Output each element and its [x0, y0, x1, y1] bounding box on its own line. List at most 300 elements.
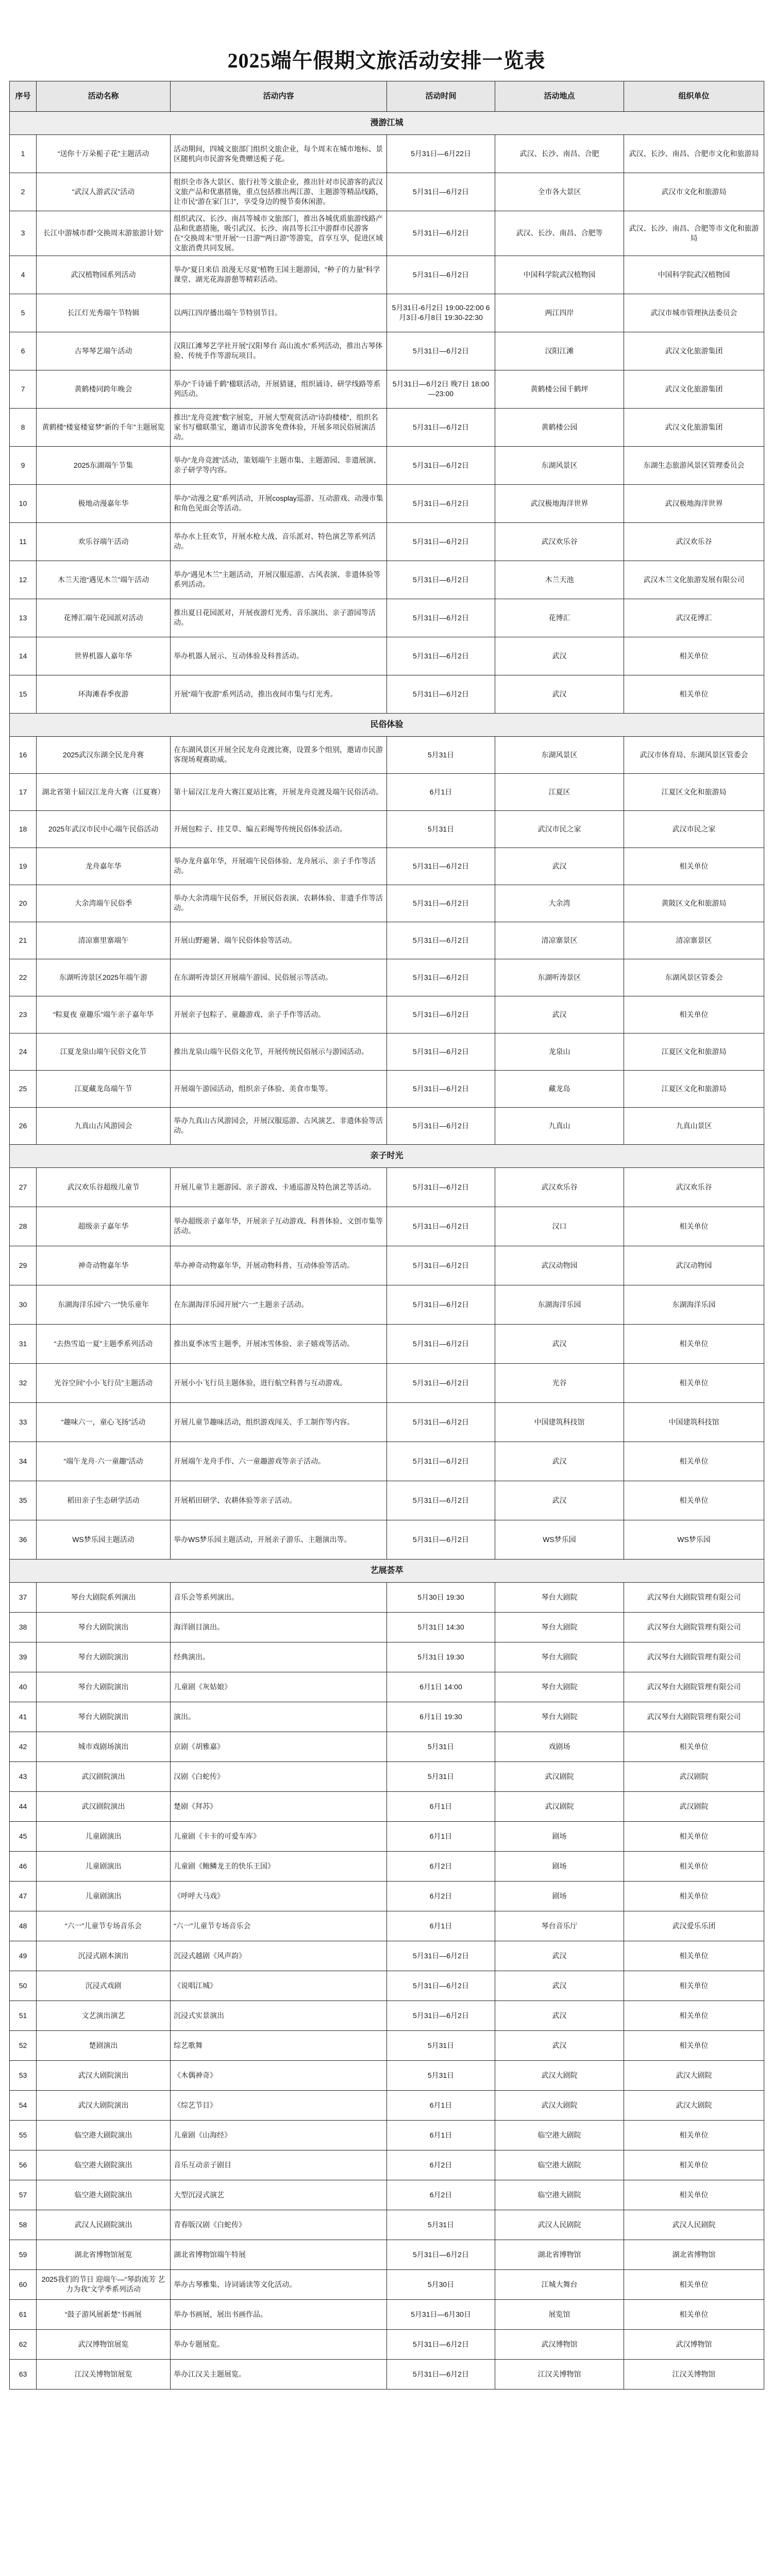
cell-content: 举办大余湾端午民俗季，开展民俗表演、农耕体验、非遗手作等活动。 — [171, 885, 387, 922]
cell-org: 相关单位 — [624, 637, 764, 675]
cell-name: 武汉植物园系列活动 — [37, 256, 171, 294]
cell-no: 27 — [10, 1167, 37, 1207]
cell-org: 九真山景区 — [624, 1107, 764, 1144]
cell-time: 5月31日 — [387, 736, 495, 773]
cell-place: 武汉 — [495, 1442, 624, 1481]
cell-place: 湖北省博物馆 — [495, 2240, 624, 2269]
cell-org: 相关单位 — [624, 848, 764, 885]
cell-content: 开展包粽子、挂艾草、编五彩绳等传统民俗体验活动。 — [171, 810, 387, 848]
cell-org: 相关单位 — [624, 1324, 764, 1363]
cell-name: “趣味六一，童心飞扬”活动 — [37, 1402, 171, 1442]
cell-place: 琴台大剧院 — [495, 1642, 624, 1672]
table-row — [10, 2030, 764, 2060]
cell-no: 51 — [10, 2001, 37, 2030]
cell-time: 5月31日 — [387, 2210, 495, 2240]
cell-content: 以两江四岸播出端午节特别节目。 — [171, 294, 387, 332]
cell-place: 江夏区 — [495, 773, 624, 810]
table-row — [10, 599, 764, 637]
cell-no: 38 — [10, 1612, 37, 1642]
cell-no: 4 — [10, 256, 37, 294]
cell-name: 长江灯光秀端午节特辑 — [37, 294, 171, 332]
cell-org: 武汉、长沙、南昌、合肥等市文化和旅游局 — [624, 211, 764, 256]
cell-place: 琴台大剧院 — [495, 1672, 624, 1702]
cell-no: 63 — [10, 2359, 37, 2389]
cell-place: 琴台大剧院 — [495, 1582, 624, 1612]
table-row — [10, 2150, 764, 2180]
table-row — [10, 1821, 764, 1851]
cell-name: 琴台大剧院演出 — [37, 1612, 171, 1642]
cell-place: 武汉博物馆 — [495, 2329, 624, 2359]
cell-place: 武汉剧院 — [495, 1791, 624, 1821]
cell-no: 3 — [10, 211, 37, 256]
cell-content: 举办“龙舟竞渡”活动，策划端午主题市集、主题游园、非遗展演、亲子研学等内容。 — [171, 446, 387, 484]
cell-name: 世界机器人嘉年华 — [37, 637, 171, 675]
table-body — [10, 112, 764, 2389]
cell-no: 42 — [10, 1732, 37, 1761]
cell-no: 58 — [10, 2210, 37, 2240]
cell-content: 举办水上狂欢节，开展水枪大战、音乐派对、特色演艺等系列活动。 — [171, 522, 387, 561]
table-header-row — [10, 81, 764, 112]
cell-content: 举办古琴雅集、诗词诵读等文化活动。 — [171, 2269, 387, 2299]
cell-no: 37 — [10, 1582, 37, 1612]
cell-place: 剧场 — [495, 1851, 624, 1881]
cell-org: 相关单位 — [624, 1363, 764, 1402]
section-row — [10, 112, 764, 135]
cell-org: 相关单位 — [624, 2150, 764, 2180]
cell-content: 开展端午游园活动，组织亲子体验、美食市集等。 — [171, 1070, 387, 1107]
cell-time: 5月31日—6月2日 — [387, 1167, 495, 1207]
cell-time: 5月31日—6月2日 — [387, 1520, 495, 1559]
cell-time: 5月31日 — [387, 2030, 495, 2060]
cell-time: 5月31日 — [387, 1761, 495, 1791]
cell-name: 2025年武汉市民中心端午民俗活动 — [37, 810, 171, 848]
cell-place: 全市各大景区 — [495, 173, 624, 211]
cell-time: 5月31日—6月2日 — [387, 1285, 495, 1324]
cell-org: 武汉博物馆 — [624, 2329, 764, 2359]
cell-org: 湖北省博物馆 — [624, 2240, 764, 2269]
cell-no: 34 — [10, 1442, 37, 1481]
cell-org: 武汉剧院 — [624, 1791, 764, 1821]
cell-place: 九真山 — [495, 1107, 624, 1144]
cell-content: 演出。 — [171, 1702, 387, 1732]
cell-name: “六一”儿童节专场音乐会 — [37, 1911, 171, 1941]
table-row — [10, 256, 764, 294]
cell-org: 武汉人民剧院 — [624, 2210, 764, 2240]
cell-place: 中国建筑科技馆 — [495, 1402, 624, 1442]
cell-place: 武汉 — [495, 1324, 624, 1363]
cell-content: 举办“遇见木兰”主题活动，开展汉服巡游、古风表演、非遗体验等系列活动。 — [171, 561, 387, 599]
cell-place: 武汉欢乐谷 — [495, 1167, 624, 1207]
cell-time: 5月31日—6月2日 — [387, 996, 495, 1033]
cell-name: 武汉欢乐谷超级儿童节 — [37, 1167, 171, 1207]
cell-time: 5月31日—6月2日 — [387, 599, 495, 637]
cell-name: 黄鹤楼同跨年晚会 — [37, 370, 171, 408]
table-row — [10, 1167, 764, 1207]
cell-name: 江夏龙泉山端午民俗文化节 — [37, 1033, 171, 1070]
cell-time: 5月30日 19:30 — [387, 1582, 495, 1612]
cell-time: 6月2日 — [387, 1881, 495, 1911]
cell-place: 汉口 — [495, 1207, 624, 1246]
cell-content: 举办机器人展示、互动体验及科普活动。 — [171, 637, 387, 675]
cell-name: 湖北省第十届汉江龙舟大赛（江夏赛） — [37, 773, 171, 810]
cell-no: 40 — [10, 1672, 37, 1702]
cell-org: 武汉文化旅游集团 — [624, 408, 764, 446]
cell-org: 武汉市城市管理执法委员会 — [624, 294, 764, 332]
header-time: 活动时间 — [387, 81, 495, 112]
table-row — [10, 446, 764, 484]
table-row — [10, 2269, 764, 2299]
cell-time: 5月31日—6月2日 — [387, 848, 495, 885]
cell-org: 相关单位 — [624, 2299, 764, 2329]
cell-place: 武汉 — [495, 2030, 624, 2060]
cell-time: 5月31日 14:30 — [387, 1612, 495, 1642]
cell-org: 相关单位 — [624, 2030, 764, 2060]
cell-no: 39 — [10, 1642, 37, 1672]
cell-org: 武汉剧院 — [624, 1761, 764, 1791]
table-row — [10, 2001, 764, 2030]
cell-no: 19 — [10, 848, 37, 885]
cell-name: 沉浸式戏剧 — [37, 1971, 171, 2001]
cell-org: 武汉木兰文化旅游发展有限公司 — [624, 561, 764, 599]
table-row — [10, 211, 764, 256]
table-row — [10, 1324, 764, 1363]
cell-name: 江夏藏龙岛端午节 — [37, 1070, 171, 1107]
table-row — [10, 773, 764, 810]
cell-time: 5月31日—6月2日 — [387, 1941, 495, 1971]
cell-name: 江汉关博物馆展览 — [37, 2359, 171, 2389]
cell-no: 13 — [10, 599, 37, 637]
cell-time: 5月31日—6月2日 — [387, 522, 495, 561]
cell-time: 5月31日—6月2日 — [387, 637, 495, 675]
cell-content: 大型沉浸式演艺 — [171, 2180, 387, 2210]
cell-org: 武汉极地海洋世界 — [624, 484, 764, 522]
cell-no: 54 — [10, 2090, 37, 2120]
cell-no: 10 — [10, 484, 37, 522]
cell-place: 琴台音乐厅 — [495, 1911, 624, 1941]
cell-org: 武汉爱乐乐团 — [624, 1911, 764, 1941]
cell-content: 第十届汉江龙舟大赛江夏站比赛，开展龙舟竞渡及端午民俗活动。 — [171, 773, 387, 810]
cell-time: 5月31日—6月2日 — [387, 561, 495, 599]
cell-content: 京剧《胡雅嘉》 — [171, 1732, 387, 1761]
cell-org: 相关单位 — [624, 1851, 764, 1881]
cell-org: 武汉文化旅游集团 — [624, 370, 764, 408]
cell-name: “端午龙舟·六一童趣”活动 — [37, 1442, 171, 1481]
cell-time: 5月31日—6月2日 — [387, 484, 495, 522]
cell-time: 5月31日 19:30 — [387, 1642, 495, 1672]
cell-name: 欢乐谷端午活动 — [37, 522, 171, 561]
cell-org: WS梦乐园 — [624, 1520, 764, 1559]
cell-place: 清凉寨景区 — [495, 922, 624, 959]
cell-content: 《说唱江城》 — [171, 1971, 387, 2001]
cell-content: 举办专题展览。 — [171, 2329, 387, 2359]
cell-no: 25 — [10, 1070, 37, 1107]
cell-content: 儿童剧《灰姑娘》 — [171, 1672, 387, 1702]
cell-name: “粽夏夜 童趣乐”端午亲子嘉年华 — [37, 996, 171, 1033]
cell-content: 音乐互动亲子剧目 — [171, 2150, 387, 2180]
table-row — [10, 885, 764, 922]
cell-content: 开展儿童节主题游园、亲子游戏、卡通巡游及特色演艺等活动。 — [171, 1167, 387, 1207]
cell-name: 儿童剧演出 — [37, 1881, 171, 1911]
cell-org: 江汉关博物馆 — [624, 2359, 764, 2389]
cell-name: 琴台大剧院系列演出 — [37, 1582, 171, 1612]
cell-no: 1 — [10, 135, 37, 173]
cell-name: 2025我们的节日 迎端午—“琴韵流芳 艺力为我”文学季系列活动 — [37, 2269, 171, 2299]
cell-no: 7 — [10, 370, 37, 408]
cell-org: 东湖风景区管委会 — [624, 959, 764, 996]
table-row — [10, 522, 764, 561]
cell-time: 6月1日 — [387, 1911, 495, 1941]
cell-name: 神奇动物嘉年华 — [37, 1246, 171, 1285]
cell-org: 武汉琴台大剧院管理有限公司 — [624, 1582, 764, 1612]
cell-time: 5月31日 — [387, 2060, 495, 2090]
section-title: 民俗体验 — [10, 713, 764, 736]
cell-content: 举办神奇动物嘉年华，开展动物科普、互动体验等活动。 — [171, 1246, 387, 1285]
cell-no: 14 — [10, 637, 37, 675]
table-row — [10, 1702, 764, 1732]
cell-name: 儿童剧演出 — [37, 1821, 171, 1851]
cell-time: 5月31日 — [387, 810, 495, 848]
table-row — [10, 408, 764, 446]
cell-no: 46 — [10, 1851, 37, 1881]
table-row — [10, 922, 764, 959]
cell-content: 举办“动漫之夏”系列活动，开展cosplay巡游、互动游戏、动漫市集和角色见面会等活动。 — [171, 484, 387, 522]
cell-no: 31 — [10, 1324, 37, 1363]
table-row — [10, 135, 764, 173]
cell-time: 5月31日—6月2日 — [387, 2001, 495, 2030]
cell-time: 5月31日—6月2日 — [387, 1442, 495, 1481]
cell-name: 儿童剧演出 — [37, 1851, 171, 1881]
cell-org: 相关单位 — [624, 2269, 764, 2299]
cell-place: 剧场 — [495, 1881, 624, 1911]
cell-org: 武汉市文化和旅游局 — [624, 173, 764, 211]
cell-name: 大余湾端午民俗季 — [37, 885, 171, 922]
cell-content: 推出“龙舟竞渡”数字展览，开展大型观赏活动“诗韵楼楼”，组织名家书写楹联墨宝，邀请市民游客免费体验，开展多项民俗展演活动。 — [171, 408, 387, 446]
cell-place: 临空港大剧院 — [495, 2120, 624, 2150]
cell-content: 举办江汉关主题展览。 — [171, 2359, 387, 2389]
cell-content: 青春版汉剧《白蛇传》 — [171, 2210, 387, 2240]
cell-no: 44 — [10, 1791, 37, 1821]
cell-time: 5月31日—6月2日 — [387, 1481, 495, 1520]
cell-name: 临空港大剧院演出 — [37, 2180, 171, 2210]
cell-place: 武汉 — [495, 1481, 624, 1520]
cell-place: 两江四岸 — [495, 294, 624, 332]
cell-name: 黄鹤楼“楼宴楼宴梦”新的千年”主题展览 — [37, 408, 171, 446]
header-place: 活动地点 — [495, 81, 624, 112]
cell-org: 武汉动物园 — [624, 1246, 764, 1285]
cell-name: 清凉寨里寨端午 — [37, 922, 171, 959]
table-row — [10, 1971, 764, 2001]
cell-content: 开展亲子包粽子、童趣游戏、亲子手作等活动。 — [171, 996, 387, 1033]
cell-content: 在东湖风景区开展全民龙舟竞渡比赛，设置多个组别，邀请市民游客现场观赛助威。 — [171, 736, 387, 773]
cell-no: 22 — [10, 959, 37, 996]
cell-content: 活动期间，四城文旅部门组织文旅企业，每个周末在城市地标、景区随机向市民游客免费赠送栀子花。 — [171, 135, 387, 173]
cell-no: 6 — [10, 332, 37, 370]
table-row — [10, 848, 764, 885]
cell-no: 18 — [10, 810, 37, 848]
table-row — [10, 2329, 764, 2359]
cell-place: 武汉 — [495, 848, 624, 885]
cell-content: 开展稻田研学、农耕体验等亲子活动。 — [171, 1481, 387, 1520]
cell-content: 湖北省博物馆端午特展 — [171, 2240, 387, 2269]
cell-place: 藏龙岛 — [495, 1070, 624, 1107]
cell-place: 武汉、长沙、南昌、合肥 — [495, 135, 624, 173]
table-row — [10, 1207, 764, 1246]
table-row — [10, 1612, 764, 1642]
cell-name: 湖北省博物馆展览 — [37, 2240, 171, 2269]
cell-org: 武汉琴台大剧院管理有限公司 — [624, 1672, 764, 1702]
cell-org: 武汉大剧院 — [624, 2090, 764, 2120]
table-row — [10, 1070, 764, 1107]
header-no: 序号 — [10, 81, 37, 112]
table-row — [10, 332, 764, 370]
cell-org: 相关单位 — [624, 996, 764, 1033]
cell-no: 23 — [10, 996, 37, 1033]
cell-name: 武汉大剧院演出 — [37, 2090, 171, 2120]
cell-time: 5月31日—6月2日 — [387, 1324, 495, 1363]
table-row — [10, 637, 764, 675]
cell-place: 黄鹤楼公园千鹤坪 — [495, 370, 624, 408]
table-row — [10, 1520, 764, 1559]
cell-content: 组织全市各大景区、旅行社等文旅企业，推出针对市民游客的武汉文旅产品和优惠措施，重点包括推出两江游、主题游等精品线路，让市民“游在家门口”，享受身边的慢节奏休闲游。 — [171, 173, 387, 211]
cell-org: 相关单位 — [624, 1941, 764, 1971]
cell-name: 花博汇端午花园派对活动 — [37, 599, 171, 637]
cell-time: 5月31日—6月2日 — [387, 1971, 495, 2001]
cell-time: 6月2日 — [387, 1851, 495, 1881]
cell-place: 光谷 — [495, 1363, 624, 1402]
cell-content: “六一”儿童节专场音乐会 — [171, 1911, 387, 1941]
cell-content: 楚剧《拜苏》 — [171, 1791, 387, 1821]
table-row — [10, 1732, 764, 1761]
cell-time: 6月1日 — [387, 1821, 495, 1851]
cell-no: 45 — [10, 1821, 37, 1851]
cell-name: “鼓子游风展新楚”书画展 — [37, 2299, 171, 2329]
cell-name: 武汉剧院演出 — [37, 1761, 171, 1791]
table-row — [10, 959, 764, 996]
table-row — [10, 2359, 764, 2389]
cell-no: 56 — [10, 2150, 37, 2180]
table-row — [10, 2299, 764, 2329]
cell-place: 江城大舞台 — [495, 2269, 624, 2299]
cell-org: 相关单位 — [624, 2120, 764, 2150]
cell-content: 沉浸式越剧《风声韵》 — [171, 1941, 387, 1971]
cell-name: “去热雪追一夏”主题季系列活动 — [37, 1324, 171, 1363]
cell-content: 举办“千诗诵千鹤”楹联活动，开展猜谜，组织诵诗、研学线路等系列活动。 — [171, 370, 387, 408]
cell-content: 沉浸式实景演出 — [171, 2001, 387, 2030]
cell-no: 24 — [10, 1033, 37, 1070]
cell-org: 相关单位 — [624, 675, 764, 713]
cell-time: 6月1日 14:00 — [387, 1672, 495, 1702]
cell-no: 50 — [10, 1971, 37, 2001]
cell-no: 29 — [10, 1246, 37, 1285]
table-row — [10, 1881, 764, 1911]
cell-org: 清凉寨景区 — [624, 922, 764, 959]
cell-content: 开展“端午夜游”系列活动，推出夜间市集与灯光秀。 — [171, 675, 387, 713]
cell-time: 6月1日 — [387, 2090, 495, 2120]
cell-no: 8 — [10, 408, 37, 446]
table-row — [10, 2120, 764, 2150]
table-row — [10, 173, 764, 211]
table-row — [10, 1761, 764, 1791]
cell-place: 武汉市民之家 — [495, 810, 624, 848]
cell-org: 武汉欢乐谷 — [624, 1167, 764, 1207]
cell-org: 江夏区文化和旅游局 — [624, 773, 764, 810]
cell-content: 举办书画展，展出书画作品。 — [171, 2299, 387, 2329]
cell-place: 武汉欢乐谷 — [495, 522, 624, 561]
cell-content: 汉剧《白蛇传》 — [171, 1761, 387, 1791]
table-row — [10, 1107, 764, 1144]
cell-place: 琴台大剧院 — [495, 1612, 624, 1642]
cell-content: 开展儿童节趣味活动，组织游戏闯关、手工制作等内容。 — [171, 1402, 387, 1442]
cell-org: 武汉文化旅游集团 — [624, 332, 764, 370]
cell-name: 九真山古风游园会 — [37, 1107, 171, 1144]
cell-time: 5月31日—6月2日 — [387, 959, 495, 996]
cell-content: 海洋剧目演出。 — [171, 1612, 387, 1642]
cell-no: 30 — [10, 1285, 37, 1324]
header-content: 活动内容 — [171, 81, 387, 112]
section-title: 艺展荟萃 — [10, 1559, 764, 1582]
cell-org: 武汉欢乐谷 — [624, 522, 764, 561]
cell-content: 儿童剧《山海经》 — [171, 2120, 387, 2150]
cell-name: 临空港大剧院演出 — [37, 2150, 171, 2180]
section-row — [10, 1144, 764, 1167]
cell-time: 5月31日—6月2日 — [387, 1246, 495, 1285]
cell-org: 中国科学院武汉植物园 — [624, 256, 764, 294]
cell-org: 武汉花博汇 — [624, 599, 764, 637]
cell-time: 5月31日—6月2日 — [387, 1207, 495, 1246]
cell-org: 武汉、长沙、南昌、合肥市文化和旅游局 — [624, 135, 764, 173]
table-row — [10, 1851, 764, 1881]
cell-org: 相关单位 — [624, 1207, 764, 1246]
cell-place: 龙泉山 — [495, 1033, 624, 1070]
cell-no: 17 — [10, 773, 37, 810]
cell-time: 5月31日—6月2日 — [387, 1363, 495, 1402]
section-row — [10, 713, 764, 736]
cell-time: 5月30日 — [387, 2269, 495, 2299]
cell-no: 43 — [10, 1761, 37, 1791]
cell-content: 经典演出。 — [171, 1642, 387, 1672]
cell-org: 江夏区文化和旅游局 — [624, 1070, 764, 1107]
header-org: 组织单位 — [624, 81, 764, 112]
cell-time: 5月31日—6月2日 — [387, 446, 495, 484]
cell-place: 武汉极地海洋世界 — [495, 484, 624, 522]
table-row — [10, 810, 764, 848]
cell-org: 武汉琴台大剧院管理有限公司 — [624, 1702, 764, 1732]
cell-name: 超级亲子嘉年华 — [37, 1207, 171, 1246]
cell-place: 武汉剧院 — [495, 1761, 624, 1791]
cell-org: 相关单位 — [624, 2001, 764, 2030]
section-title: 漫游江城 — [10, 112, 764, 135]
cell-org: 相关单位 — [624, 1971, 764, 2001]
cell-no: 62 — [10, 2329, 37, 2359]
cell-place: WS梦乐园 — [495, 1520, 624, 1559]
cell-place: 东湖风景区 — [495, 736, 624, 773]
cell-name: “武汉人游武汉”活动 — [37, 173, 171, 211]
table-row — [10, 1941, 764, 1971]
cell-name: 稻田亲子生态研学活动 — [37, 1481, 171, 1520]
cell-no: 55 — [10, 2120, 37, 2150]
table-row — [10, 370, 764, 408]
cell-name: 城市戏剧场演出 — [37, 1732, 171, 1761]
cell-place: 武汉 — [495, 637, 624, 675]
cell-content: 音乐会等系列演出。 — [171, 1582, 387, 1612]
cell-no: 52 — [10, 2030, 37, 2060]
cell-place: 武汉大剧院 — [495, 2090, 624, 2120]
cell-no: 33 — [10, 1402, 37, 1442]
cell-name: 文艺演出演艺 — [37, 2001, 171, 2030]
cell-place: 东湖海洋乐园 — [495, 1285, 624, 1324]
table-row — [10, 1642, 764, 1672]
cell-place: 临空港大剧院 — [495, 2180, 624, 2210]
